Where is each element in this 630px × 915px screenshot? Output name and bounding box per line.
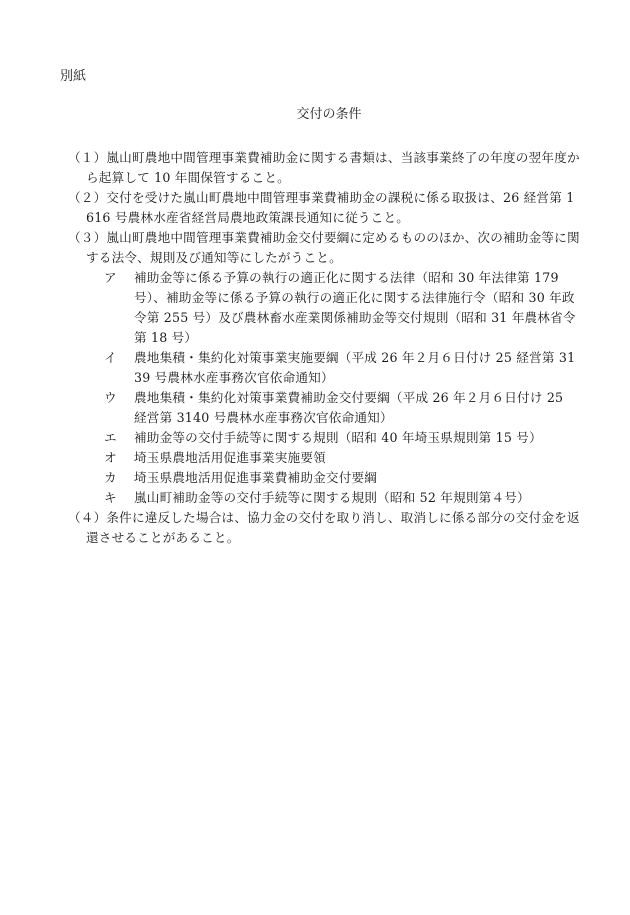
regulation-mark: キ bbox=[104, 490, 117, 505]
regulation-text: 補助金等の交付手続等に関する規則（昭和 40 年埼玉県規則第 15 号） bbox=[134, 430, 542, 445]
regulation-mark: カ bbox=[104, 470, 117, 485]
condition-number: （２） bbox=[68, 190, 107, 205]
condition-1 bbox=[68, 148, 580, 188]
condition-2 bbox=[68, 188, 580, 228]
regulation-mark: ウ bbox=[104, 390, 117, 405]
regulation-item-ka bbox=[68, 468, 580, 488]
condition-text: 嵐山町農地中間管理事業費補助金に関する書類は、当該事業終了の年度の翌年度から起算して 10 年間保管すること。 bbox=[86, 150, 580, 185]
regulation-item-ki bbox=[68, 488, 580, 508]
document-title: 交付の条件 bbox=[296, 107, 362, 122]
regulation-text: 嵐山町補助金等の交付手続等に関する規則（昭和 52 年規則第４号） bbox=[134, 490, 530, 505]
condition-text: 交付を受けた嵐山町農地中間管理事業費補助金の課税に係る取扱は、26 経営第 1616 号農林水産省経営局農地政策課長通知に従うこと。 bbox=[86, 190, 575, 225]
regulation-item-i bbox=[68, 348, 580, 388]
regulation-mark: ア bbox=[104, 270, 117, 285]
condition-4 bbox=[68, 508, 580, 548]
regulation-text: 埼玉県農地活用促進事業費補助金交付要綱 bbox=[134, 470, 378, 485]
conditions-list bbox=[68, 148, 580, 548]
condition-number: （４） bbox=[68, 510, 107, 525]
regulation-text: 農地集積・集約化対策事業費補助金交付要綱（平成 26 年２月６日付け 25 経営第 3140 号農林水産事務次官依命通知） bbox=[134, 390, 564, 425]
regulation-list bbox=[68, 268, 580, 508]
regulation-mark: イ bbox=[104, 350, 117, 365]
condition-text: 嵐山町農地中間管理事業費補助金交付要綱に定めるもののほか、次の補助金等に関する法令、規則及び通知等にしたがうこと。 bbox=[86, 230, 580, 265]
condition-text: 条件に違反した場合は、協力金の交付を取り消し、取消しに係る部分の交付金を返還させることがあること。 bbox=[86, 510, 580, 545]
regulation-text: 埼玉県農地活用促進事業実施要領 bbox=[134, 450, 326, 465]
regulation-item-a bbox=[68, 268, 580, 348]
regulation-mark: オ bbox=[104, 450, 117, 465]
regulation-text: 補助金等に係る予算の執行の適正化に関する法律（昭和 30 年法律第 179 号）、補助金等に係る予算の執行の適正化に関する法律施行令（昭和 30 年政令第 255 号）及び農林畜水産業関係補助金等交付規則（昭和 31 年農林省令第 18 号） bbox=[134, 270, 576, 345]
regulation-text: 農地集積・集約化対策事業実施要綱（平成 26 年２月６日付け 25 経営第 3139 号農林水産事務次官依命通知） bbox=[134, 350, 576, 385]
regulation-mark: エ bbox=[104, 430, 117, 445]
regulation-item-u bbox=[68, 388, 580, 428]
condition-3 bbox=[68, 228, 580, 268]
condition-number: （１） bbox=[68, 150, 107, 165]
regulation-item-o bbox=[68, 448, 580, 468]
attachment-label: 別紙 bbox=[60, 69, 87, 84]
condition-number: （３） bbox=[68, 230, 107, 245]
regulation-item-e bbox=[68, 428, 580, 448]
